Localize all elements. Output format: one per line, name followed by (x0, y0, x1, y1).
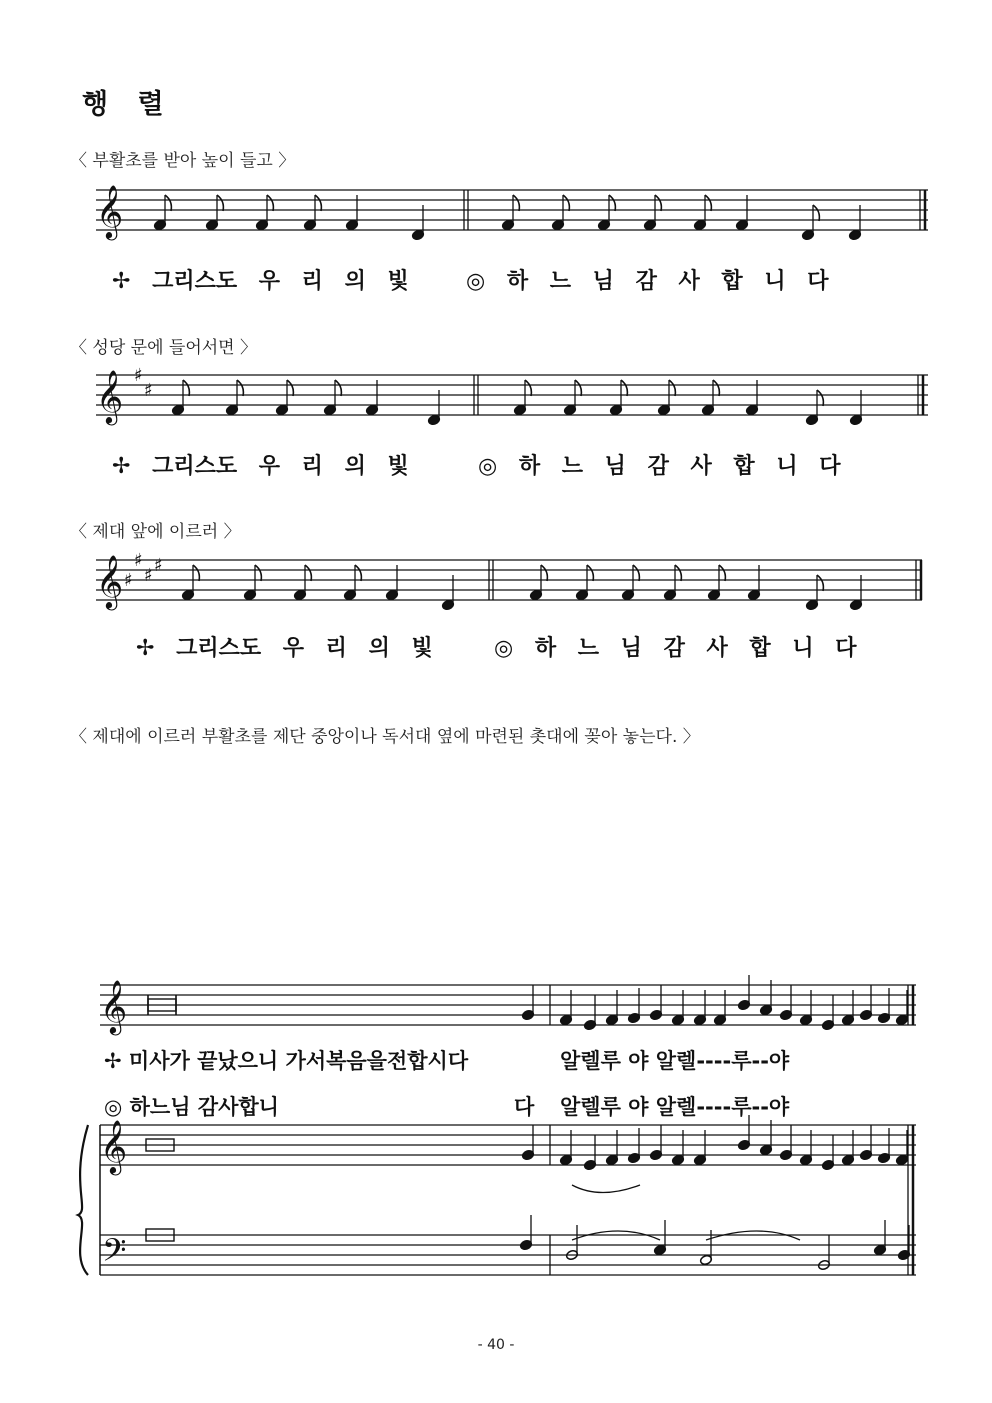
note-flag (513, 195, 519, 211)
note-flag (335, 380, 341, 396)
note-flag (813, 205, 819, 221)
note-flag (633, 565, 639, 581)
treble-clef: 𝄞 (96, 369, 124, 423)
note-flag (217, 195, 223, 211)
page-number: - 40 - (477, 1337, 515, 1353)
sharp-sign: ♯ (154, 555, 163, 576)
note-flag (563, 195, 569, 211)
note-flag (287, 380, 293, 396)
note-flag (267, 195, 273, 211)
page-title: 행 렬 (82, 89, 174, 120)
note-flag (193, 565, 199, 581)
priest-lyric-2: ✢ 그리스도 우 리 의 빛 (112, 454, 409, 479)
instruction-2: 〈 성당 문에 들어서면 〉 (70, 338, 257, 358)
closing-instruction: 〈 제대에 이르러 부활초를 제단 중앙이나 독서대 옆에 마련된 촛대에 꽂아 놓는다. 〉 (70, 727, 700, 747)
dismissal-priest-alleluia: 알렐루 야 알렐----루--야 (560, 1049, 790, 1073)
priest-lyric-1: ✢ 그리스도 우 리 의 빛 (112, 269, 409, 294)
sharp-sign: ♯ (144, 380, 153, 401)
treble-clef: 𝄞 (96, 554, 124, 608)
treble-clef: 𝄞 (100, 1119, 128, 1173)
dismissal-people-da: 다 (514, 1095, 535, 1119)
treble-clef: 𝄞 (96, 184, 124, 238)
note-flag (237, 380, 243, 396)
tie (572, 1185, 640, 1193)
dismissal-people-alleluia: 알렐루 야 알렐----루--야 (560, 1095, 790, 1119)
dismissal-people-line: ◎ 하느님 감사합니 (104, 1095, 279, 1119)
grand-staff-brace (78, 1125, 88, 1275)
priest-lyric-3: ✢ 그리스도 우 리 의 빛 (136, 636, 433, 661)
music-staves (78, 184, 928, 1276)
note-flag (609, 195, 615, 211)
note-flag (587, 565, 593, 581)
note-flag (575, 380, 581, 396)
sharp-sign: ♯ (124, 570, 133, 591)
note-flag (305, 565, 311, 581)
instruction-3: 〈 제대 앞에 이르러 〉 (70, 522, 241, 542)
note-flag (165, 195, 171, 211)
note-flag (255, 565, 261, 581)
note-flag (675, 565, 681, 581)
note-flag (183, 380, 189, 396)
dismissal-priest-line: ✢ 미사가 끝났으니 가서복음을전합시다 (104, 1049, 469, 1073)
note-flag (719, 565, 725, 581)
sharp-sign: ♯ (144, 565, 153, 586)
note-flag (817, 390, 823, 406)
note-flag (355, 565, 361, 581)
note-flag (621, 380, 627, 396)
note-flag (541, 565, 547, 581)
note-flag (525, 380, 531, 396)
treble-clef: 𝄞 (100, 979, 128, 1033)
note-flag (315, 195, 321, 211)
sharp-sign: ♯ (134, 365, 143, 386)
note-flag (655, 195, 661, 211)
people-lyric-2: ◎ 하 느 님 감 사 합 니 다 (478, 454, 841, 479)
note-flag (817, 575, 823, 591)
people-lyric-3: ◎ 하 느 님 감 사 합 니 다 (494, 636, 857, 661)
note-flag (669, 380, 675, 396)
sharp-sign: ♯ (134, 550, 143, 571)
instruction-1: 〈 부활초를 받아 높이 들고 〉 (70, 151, 296, 171)
note-flag (713, 380, 719, 396)
bass-clef: 𝄢 (102, 1232, 127, 1276)
note-flag (705, 195, 711, 211)
people-lyric-1: ◎ 하 느 님 감 사 합 니 다 (466, 269, 829, 294)
